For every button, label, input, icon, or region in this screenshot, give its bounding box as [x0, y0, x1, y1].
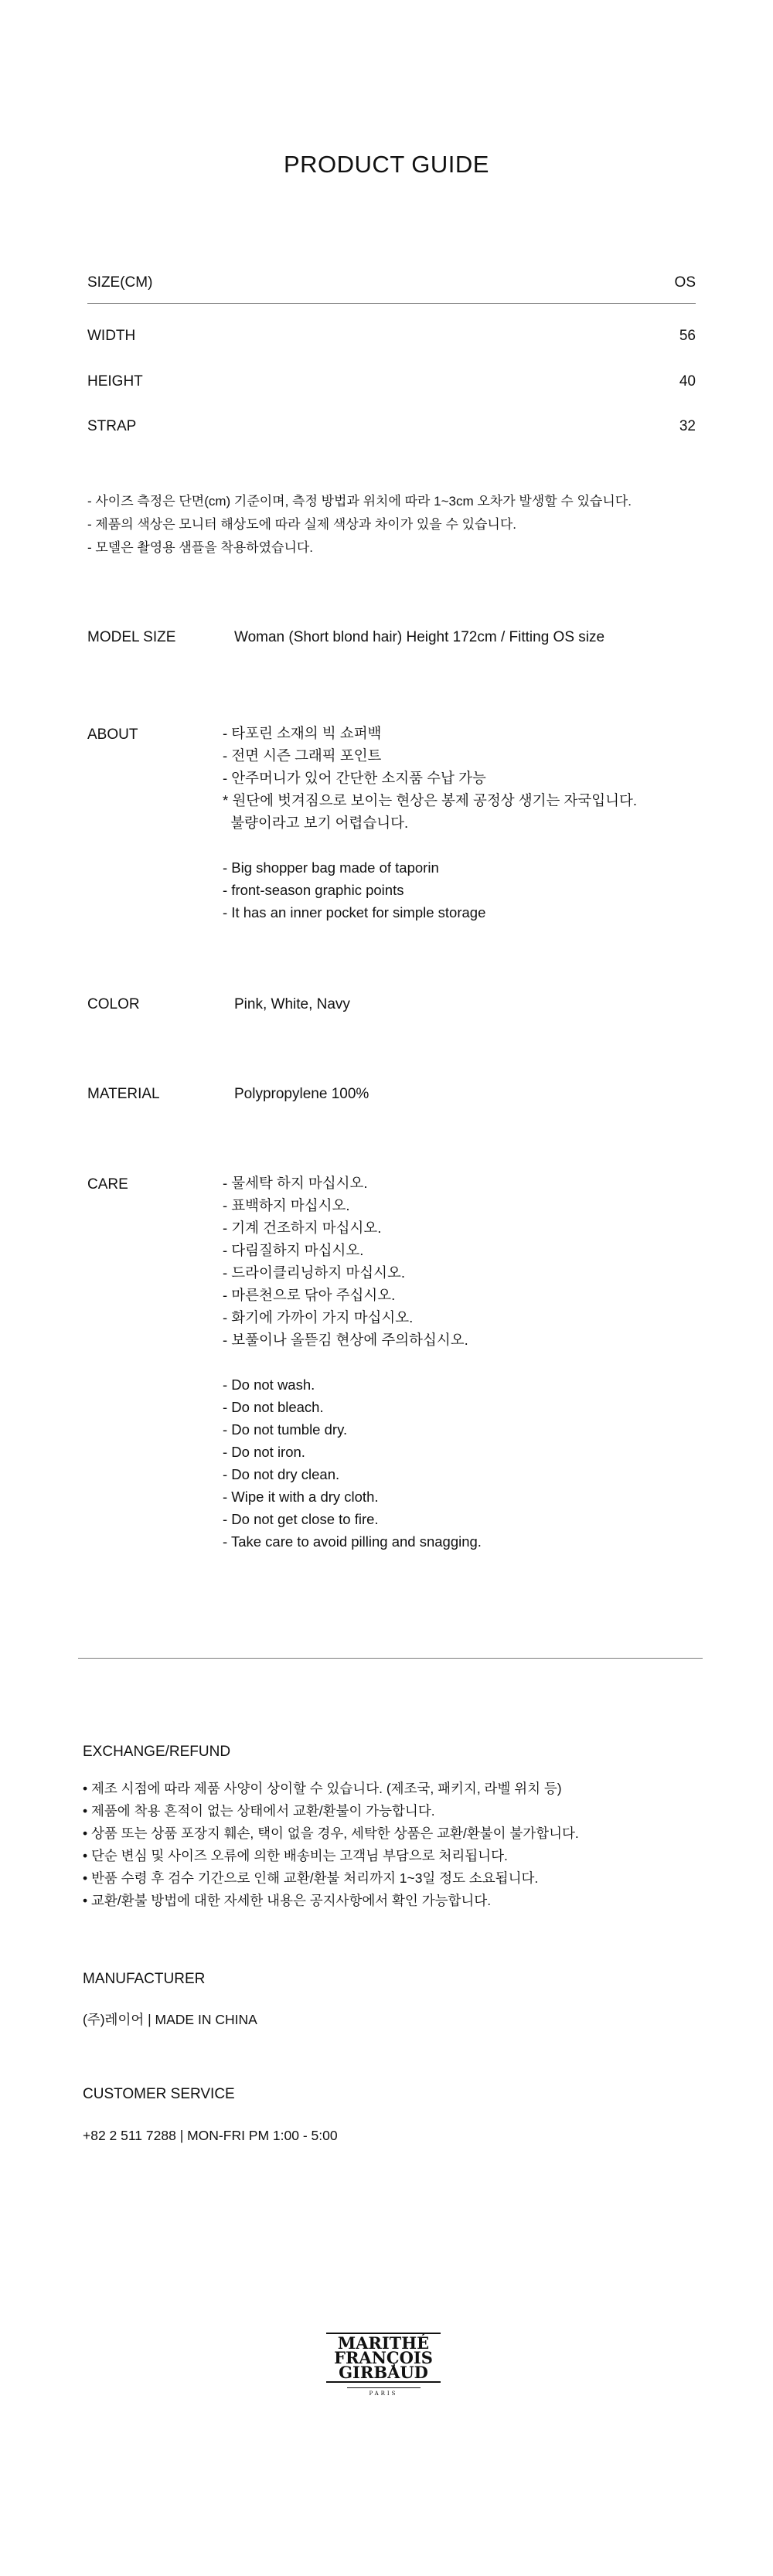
care-line: - Do not get close to fire.	[223, 1511, 379, 1527]
size-row-label: STRAP	[87, 418, 137, 434]
care-line: - Do not bleach.	[223, 1399, 324, 1415]
color-value: Pink, White, Navy	[234, 996, 350, 1012]
about-line: - front-season graphic points	[223, 882, 404, 898]
size-row-strap	[87, 418, 696, 435]
customer-service-heading: CUSTOMER SERVICE	[83, 2086, 235, 2102]
size-note: - 모델은 촬영용 샘플을 착용하였습니다.	[87, 540, 314, 555]
about-line	[223, 834, 637, 856]
size-note: - 사이즈 측정은 단면(cm) 기준이며, 측정 방법과 위치에 따라 1~3cm 오차가 발생할 수 있습니다.	[87, 494, 632, 509]
size-row-value: 32	[679, 418, 696, 434]
logo-line: MARITHÉ	[326, 2333, 441, 2350]
exchange-item: • 제조 시점에 따라 제품 사양이 상이할 수 있습니다. (제조국, 패키지, 라벨 위치 등)	[83, 1781, 562, 1796]
exchange-list	[83, 1778, 579, 1912]
model-size-value: Woman (Short blond hair) Height 172cm / Fitting OS size	[234, 629, 605, 645]
about-line: - It has an inner pocket for simple storage	[223, 904, 486, 920]
exchange-item: • 단순 변심 및 사이즈 오류에 의한 배송비는 고객님 부담으로 처리됩니다.	[83, 1848, 508, 1863]
care-line: - 마른천으로 닦아 주십시오.	[223, 1287, 396, 1303]
about-line: - Big shopper bag made of taporin	[223, 859, 439, 876]
customer-service-value: +82 2 511 7288 | MON-FRI PM 1:00 - 5:00	[83, 2128, 338, 2143]
care-line: - Wipe it with a dry cloth.	[223, 1489, 379, 1505]
manufacturer-heading: MANUFACTURER	[83, 1971, 206, 1987]
size-row-height	[87, 373, 696, 390]
care-line: - 다림질하지 마십시오.	[223, 1242, 364, 1258]
brand-logo	[326, 2333, 441, 2397]
size-header-value: OS	[674, 274, 696, 291]
care-line: - 보풀이나 올뜯김 현상에 주의하십시오.	[223, 1332, 468, 1348]
care-line: - Do not iron.	[223, 1444, 305, 1460]
care-line: - 드라이클리닝하지 마십시오.	[223, 1264, 406, 1281]
page-title: PRODUCT GUIDE	[283, 151, 489, 178]
model-size-label: MODEL SIZE	[87, 629, 176, 645]
exchange-item: • 상품 또는 상품 포장지 훼손, 택이 없을 경우, 세탁한 상품은 교환/환불이 불가합니다.	[83, 1826, 579, 1841]
about-line: - 전면 시즌 그래픽 포인트	[223, 747, 382, 764]
care-line: - Do not tumble dry.	[223, 1421, 348, 1438]
care-line	[223, 1351, 482, 1373]
size-row-width	[87, 328, 696, 345]
about-line: - 안주머니가 있어 간단한 소지품 수납 가능	[223, 770, 486, 786]
size-header-divider	[87, 303, 696, 304]
about-lines	[223, 722, 637, 924]
about-line: 불량이라고 보기 어렵습니다.	[223, 815, 409, 831]
about-line: * 원단에 벗겨짐으로 보이는 현상은 봉제 공정상 생기는 자국입니다.	[223, 792, 637, 808]
size-row-value: 56	[679, 328, 696, 344]
care-label: CARE	[87, 1176, 128, 1193]
care-line: - 기계 건조하지 마십시오.	[223, 1220, 382, 1236]
exchange-item: • 교환/환불 방법에 대한 자세한 내용은 공지사항에서 확인 가능합니다.	[83, 1893, 492, 1908]
color-label: COLOR	[87, 996, 140, 1012]
exchange-item: • 반품 수령 후 검수 기간으로 인해 교환/환불 처리까지 1~3일 정도 소요됩니다.	[83, 1870, 539, 1886]
exchange-heading: EXCHANGE/REFUND	[83, 1744, 231, 1760]
about-label: ABOUT	[87, 727, 138, 743]
about-line: - 타포린 소재의 빅 쇼퍼백	[223, 725, 382, 741]
material-label: MATERIAL	[87, 1086, 160, 1102]
care-line: - 표백하지 마십시오.	[223, 1197, 350, 1213]
section-divider	[78, 1658, 703, 1659]
care-line: - Do not dry clean.	[223, 1466, 340, 1482]
care-line: - Do not wash.	[223, 1376, 315, 1393]
size-row-label: HEIGHT	[87, 373, 143, 390]
manufacturer-value: (주)레이어 | MADE IN CHINA	[83, 2012, 257, 2027]
size-row-label: WIDTH	[87, 328, 136, 344]
care-line: - 화기에 가까이 가지 마십시오.	[223, 1309, 414, 1325]
size-table-header	[87, 274, 696, 291]
size-notes	[87, 490, 632, 560]
size-row-value: 40	[679, 373, 696, 390]
care-lines	[223, 1172, 482, 1553]
size-header-label: SIZE(CM)	[87, 274, 153, 291]
care-line: - 물세탁 하지 마십시오.	[223, 1175, 368, 1191]
care-line: - Take care to avoid pilling and snagging.	[223, 1533, 482, 1550]
logo-line: FRANÇOIS	[334, 2348, 433, 2367]
logo-paris: PARIS	[347, 2387, 421, 2397]
size-note: - 제품의 색상은 모니터 해상도에 따라 실제 색상과 차이가 있을 수 있습니다.	[87, 517, 516, 532]
material-value: Polypropylene 100%	[234, 1086, 369, 1102]
logo-line: GIRBAUD	[326, 2365, 441, 2383]
exchange-item: • 제품에 착용 흔적이 없는 상태에서 교환/환불이 가능합니다.	[83, 1803, 435, 1819]
